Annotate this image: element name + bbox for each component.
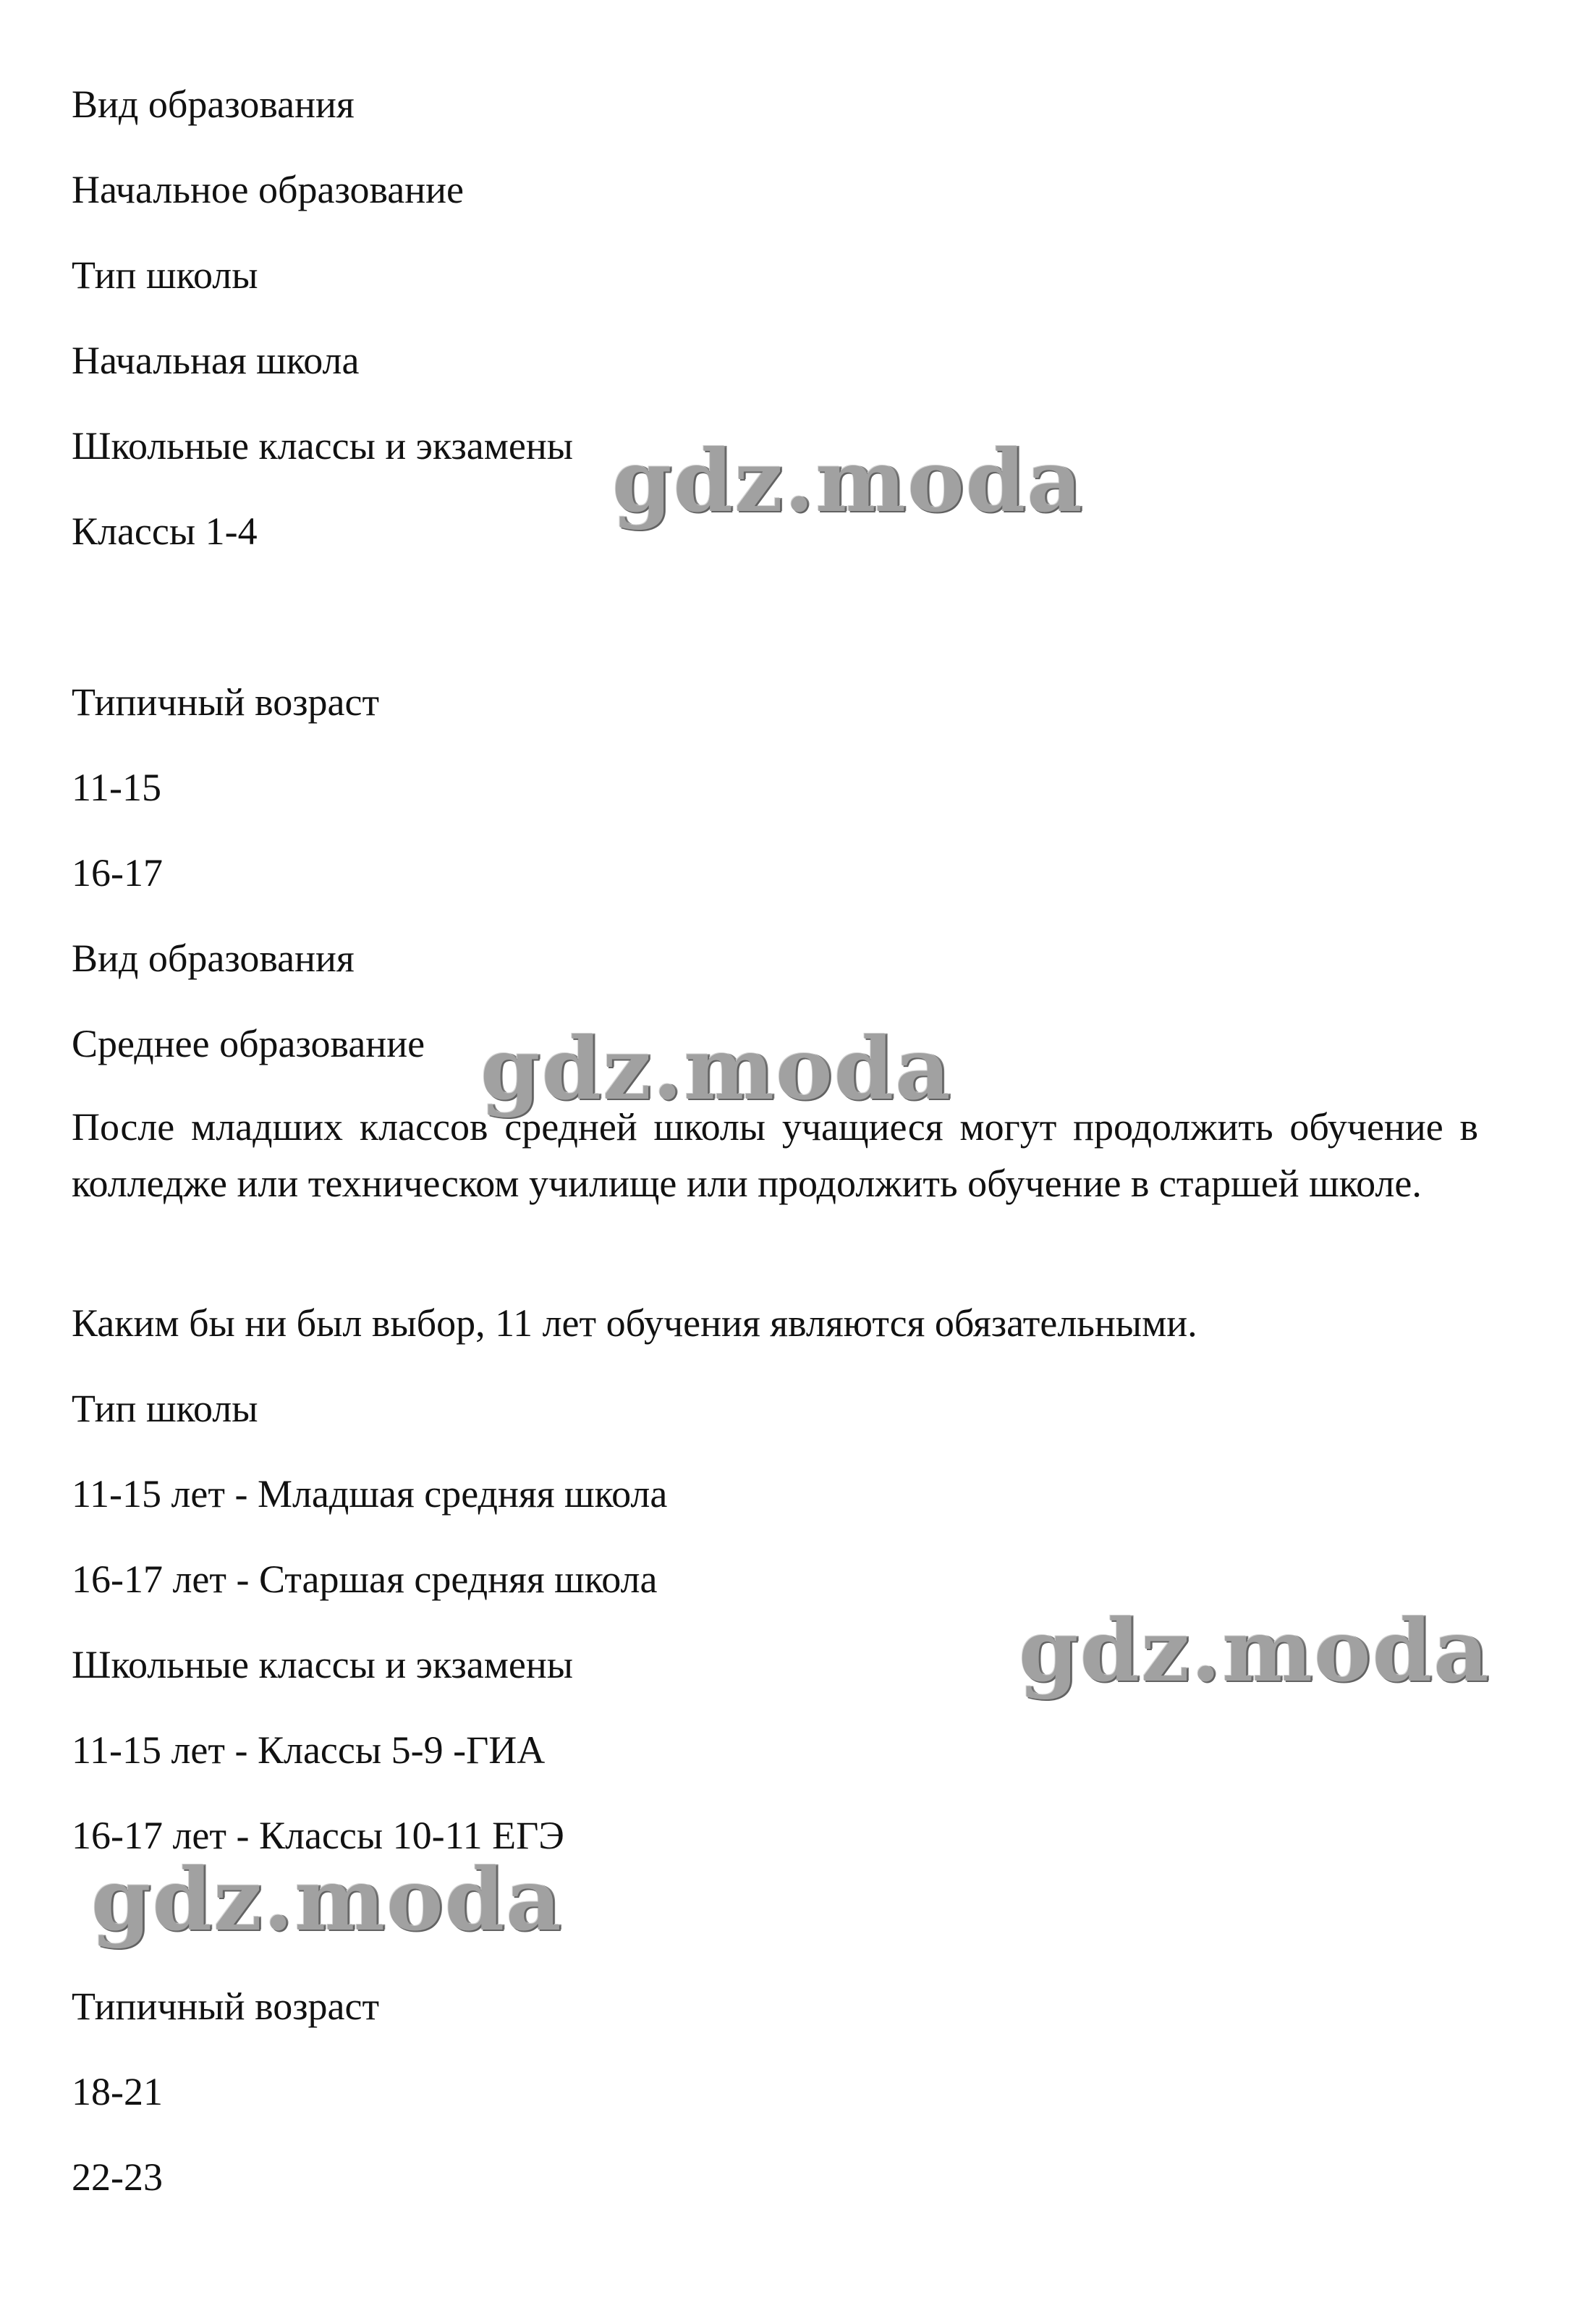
age-16-17-text: 16-17 [72,851,163,895]
primary-school-text: Начальная школа [72,339,360,382]
watermark-logo: gdz.moda [612,431,1084,531]
school-type-label-2: Тип школы [72,1387,258,1430]
secondary-paragraph: После младших классов средней школы учащиеся могут продолжить обучение в колледже или техническом училище или продолжить обучение в старшей школе. [72,1105,1478,1205]
senior-secondary-text: 16-17 лет - Старшая средняя школа [72,1558,658,1601]
watermark-logo: gdz.moda [1019,1600,1490,1701]
junior-secondary-text: 11-15 лет - Младшая средняя школа [72,1472,668,1516]
grades-exams-label-2: Школьные классы и экзамены [72,1643,574,1686]
age-18-21-text: 18-21 [72,2070,163,2113]
age-22-23-text: 22-23 [72,2155,163,2199]
school-type-label-1: Тип школы [72,253,258,297]
primary-education-text: Начальное образование [72,168,464,211]
age-11-15-text: 11-15 [72,766,161,809]
grades-1-4-text: Классы 1-4 [72,510,258,553]
education-type-label-2: Вид образования [72,937,355,980]
education-type-label-1: Вид образования [72,83,355,126]
grades-10-11-text: 16-17 лет - Классы 10-11 ЕГЭ [72,1814,564,1857]
typical-age-label-2: Типичный возраст [72,1985,380,2028]
grades-exams-label-1: Школьные классы и экзамены [72,424,574,468]
secondary-education-text: Среднее образование [72,1022,425,1065]
typical-age-label-1: Типичный возраст [72,680,380,724]
mandatory-years-text: Каким бы ни был выбор, 11 лет обучения являются обязательными. [72,1301,1197,1345]
grades-5-9-text: 11-15 лет - Классы 5-9 -ГИА [72,1728,546,1772]
watermark-logo: gdz.moda [91,1849,563,1950]
watermark-logo: gdz.moda [480,1018,952,1119]
